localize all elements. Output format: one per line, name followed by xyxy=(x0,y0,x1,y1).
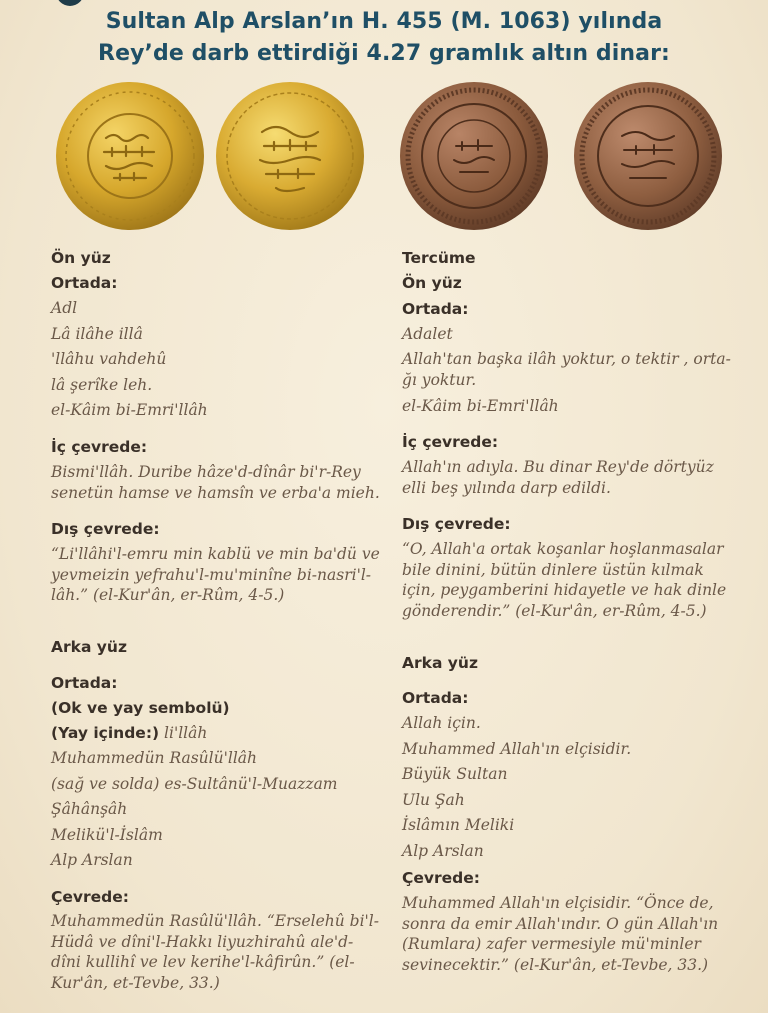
left-reverse-line: (sağ ve solda) es-Sultânü'l-Muazzam xyxy=(51,775,338,793)
left-obverse-line: Adl xyxy=(51,299,78,317)
yay-value: li'llâh xyxy=(159,724,208,742)
right-ic-cevrede-heading: İç çevrede: xyxy=(402,433,499,451)
right-dis-cevrede-heading: Dış çevrede: xyxy=(402,515,511,533)
left-dis-cevrede-text: “Li'llâhi'l-emru min kablü ve min ba'dü ve yevmeizin yefrahu'l-mu'minîne bi-nasri'l-lâh.” (el-Kur'ân, er-Rûm, 4-5.) xyxy=(51,545,380,604)
left-reverse-line: Alp Arslan xyxy=(51,851,133,869)
right-obverse-line: el-Kâim bi-Emri'llâh xyxy=(402,397,559,415)
left-obverse-line: Lâ ilâhe illâ xyxy=(51,325,143,343)
left-obverse-line: el-Kâim bi-Emri'llâh xyxy=(51,401,208,419)
left-ok-yay-heading: (Ok ve yay sembolü) xyxy=(51,699,230,717)
right-reverse-line: Ulu Şah xyxy=(402,791,465,809)
left-dis-cevrede-heading: Dış çevrede: xyxy=(51,520,160,538)
left-arka-yuz-heading: Arka yüz xyxy=(51,638,127,656)
left-obverse-line: lâ şerîke leh. xyxy=(51,376,153,394)
right-reverse-line: Alp Arslan xyxy=(402,842,484,860)
yay-label: (Yay içinde:) xyxy=(51,724,160,742)
right-obverse-line: ğı yoktur. xyxy=(402,371,477,389)
left-cevrede-heading: Çevrede: xyxy=(51,888,129,906)
right-obverse-line: Adalet xyxy=(402,325,453,343)
right-dis-cevrede-text: “O, Allah'a ortak koşanlar hoşlanmasalar bile dinini, bütün dinlere üstün kılmak için, peygamberini hidayetle ve hak dinle gönderendir.” (el-Kur'ân, er-Rûm, 4-5.) xyxy=(402,540,727,620)
right-arka-yuz-heading: Arka yüz xyxy=(402,654,478,672)
gold-dinar-obverse-image xyxy=(54,80,206,232)
right-ic-cevrede-text: Allah'ın adıyla. Bu dinar Rey'de dörtyüz elli beş yılında darp edildi. xyxy=(402,458,714,497)
left-ortada2-heading: Ortada: xyxy=(51,674,118,692)
left-ortada-heading: Ortada: xyxy=(51,274,118,292)
left-on-yuz-heading: Ön yüz xyxy=(51,249,111,267)
bronze-coin-obverse-image xyxy=(398,80,550,232)
left-ic-cevrede-text: Bismi'llâh. Duribe hâze'd-dînâr bi'r-Rey senetün hamse ve hamsîn ve erba'a mieh. xyxy=(51,463,380,502)
title-line-1: Sultan Alp Arslan’ın H. 455 (M. 1063) yılında xyxy=(105,9,663,34)
left-yay-line xyxy=(51,722,207,744)
right-obverse-line: Allah'tan başka ilâh yoktur, o tektir , orta- xyxy=(402,350,731,368)
right-reverse-line: İslâmın Meliki xyxy=(402,816,515,834)
left-obverse-line: 'llâhu vahdehû xyxy=(51,350,167,368)
bronze-coin-reverse-image xyxy=(570,80,726,232)
right-cevrede-text: Muhammed Allah'ın elçisidir. “Önce de, sonra da emir Allah'ındır. O gün Allah'ın (Rumlara) zafer vermesiyle mü'minler sevinecektir.” (el-Kur'ân, et-Tevbe, 33.) xyxy=(402,894,719,974)
left-reverse-line: Şâhânşâh xyxy=(51,800,128,818)
right-reverse-line: Büyük Sultan xyxy=(402,765,508,783)
left-ic-cevrede-heading: İç çevrede: xyxy=(51,438,148,456)
left-reverse-line: Melikü'l-İslâm xyxy=(51,826,163,844)
right-on-yuz-heading: Ön yüz xyxy=(402,274,462,292)
right-cevrede-heading: Çevrede: xyxy=(402,869,480,887)
right-reverse-line: Muhammed Allah'ın elçisidir. xyxy=(402,740,632,758)
left-reverse-line: Muhammedün Rasûlü'llâh xyxy=(51,749,258,767)
right-tercume-heading: Tercüme xyxy=(402,249,476,267)
page-title xyxy=(0,6,768,70)
title-line-2: Rey’de darb ettirdiği 4.27 gramlık altın dinar: xyxy=(98,41,670,66)
right-ortada2-heading: Ortada: xyxy=(402,689,469,707)
gold-dinar-reverse-image xyxy=(214,80,366,232)
right-ortada-heading: Ortada: xyxy=(402,300,469,318)
right-reverse-line: Allah için. xyxy=(402,714,481,732)
left-cevrede-text: Muhammedün Rasûlü'llâh. “Erselehû bi'l-Hüdâ ve dîni'l-Hakkı liyuzhirahû ale'd-dîni kullihî ve lev kerihe'l-kâfirûn.” (el-Kur'ân, et-Tevbe, 33.) xyxy=(51,912,379,992)
